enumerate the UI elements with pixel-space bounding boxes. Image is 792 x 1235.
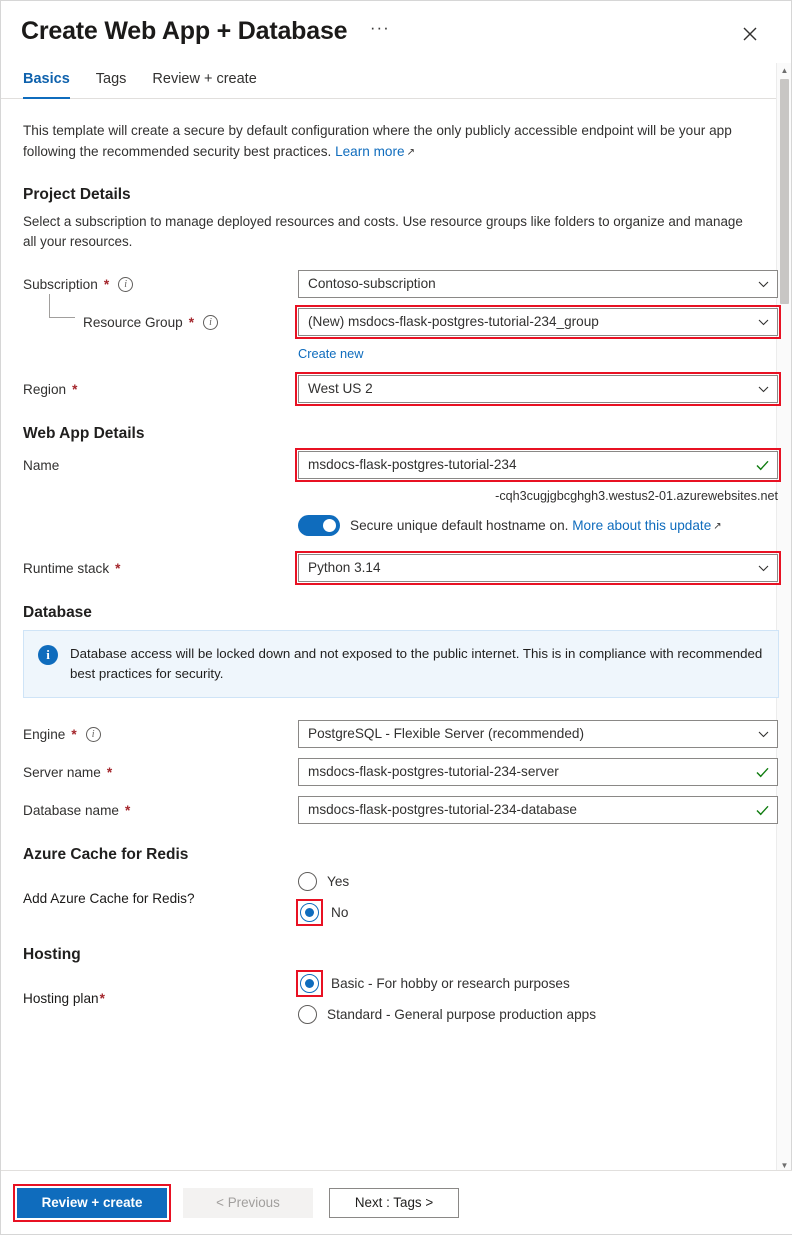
required-asterisk: * [124, 802, 131, 818]
app-name-label-text: Name [23, 457, 60, 473]
server-name-row [23, 758, 757, 786]
tab-review-create[interactable]: Review + create [152, 71, 257, 87]
app-name-row [23, 451, 757, 479]
redis-option-yes-label: Yes [327, 874, 350, 889]
subscription-label [23, 277, 298, 292]
dialog-footer [1, 1170, 792, 1234]
redis-label: Add Azure Cache for Redis? [23, 890, 195, 906]
database-name-field [298, 796, 778, 824]
resource-group-field [298, 308, 778, 336]
engine-row [23, 720, 757, 748]
hosting-option-basic[interactable] [298, 972, 596, 995]
secure-hostname-toggle[interactable] [298, 515, 340, 536]
resource-group-select[interactable]: (New) msdocs-flask-postgres-tutorial-234_group [298, 308, 778, 336]
runtime-stack-row [23, 554, 757, 582]
secure-hostname-label: Secure unique default hostname on. [350, 518, 569, 533]
app-name-input[interactable]: msdocs-flask-postgres-tutorial-234 [298, 451, 778, 479]
runtime-stack-label-text: Runtime stack [23, 560, 110, 576]
more-about-update-link[interactable]: More about this update [572, 518, 712, 533]
review-create-button[interactable]: Review + create [17, 1188, 167, 1218]
form-scroll-area [1, 100, 792, 1173]
runtime-stack-select[interactable]: Python 3.14 [298, 554, 778, 582]
more-options-button[interactable]: ··· [369, 17, 390, 37]
toggle-knob [323, 519, 336, 532]
region-field [298, 375, 778, 403]
external-link-icon: ↗ [406, 147, 415, 158]
required-asterisk: * [99, 990, 105, 1006]
engine-label [23, 727, 298, 742]
info-icon: i [38, 645, 58, 665]
close-icon[interactable] [735, 19, 765, 49]
project-details-description: Select a subscription to manage deployed resources and costs. Use resource groups like folders to organize and manage all your resources. [23, 214, 743, 249]
external-link-icon: ↗ [713, 521, 722, 532]
resource-group-label-text: Resource Group [83, 314, 183, 330]
database-name-label-text: Database name [23, 802, 119, 818]
hosting-option-basic-label: Basic - For hobby or research purposes [331, 976, 570, 991]
tab-bar [1, 59, 791, 99]
resource-group-row [23, 308, 757, 336]
database-name-input[interactable]: msdocs-flask-postgres-tutorial-234-database [298, 796, 778, 824]
hosting-plan-label-text: Hosting plan [23, 990, 99, 1006]
hostname-suffix: -cqh3cugjgbcghgh3.westus2-01.azurewebsites.net [495, 489, 778, 503]
page-title: Create Web App + Database [21, 17, 348, 45]
learn-more-link[interactable]: Learn more [335, 144, 405, 159]
next-tags-button[interactable]: Next : Tags > [329, 1188, 459, 1218]
engine-info-icon[interactable]: i [86, 727, 101, 742]
database-heading: Database [23, 604, 92, 621]
required-asterisk: * [115, 560, 121, 576]
create-new-link[interactable]: Create new [298, 346, 364, 361]
required-asterisk: * [103, 276, 110, 292]
project-details-heading: Project Details [23, 186, 131, 203]
create-new-resource-group [298, 346, 757, 361]
hosting-heading: Hosting [23, 946, 81, 963]
redis-options [298, 872, 349, 924]
app-name-field [298, 451, 778, 479]
required-asterisk: * [188, 314, 195, 330]
region-row [23, 375, 757, 403]
database-name-row [23, 796, 757, 824]
tab-tags[interactable]: Tags [95, 71, 127, 87]
subscription-row [23, 270, 757, 298]
subscription-field [298, 270, 778, 298]
engine-select[interactable]: PostgreSQL - Flexible Server (recommended) [298, 720, 778, 748]
redis-option-yes[interactable] [298, 872, 349, 891]
subscription-select[interactable]: Contoso-subscription [298, 270, 778, 298]
runtime-stack-label [23, 561, 298, 576]
hosting-option-standard[interactable] [298, 1005, 596, 1024]
selected-radio-highlight [298, 972, 321, 995]
radio-icon[interactable] [300, 974, 319, 993]
subscription-label-text: Subscription [23, 276, 98, 292]
redis-heading: Azure Cache for Redis [23, 846, 189, 863]
selected-radio-highlight [298, 901, 321, 924]
previous-button: < Previous [183, 1188, 313, 1218]
radio-icon[interactable] [300, 903, 319, 922]
dialog-header [1, 1, 791, 59]
scroll-up-icon[interactable]: ▲ [780, 66, 789, 75]
tab-basics[interactable]: Basics [23, 71, 70, 98]
engine-field [298, 720, 778, 748]
database-name-label [23, 803, 298, 818]
secure-hostname-text [350, 518, 722, 533]
radio-icon[interactable] [298, 872, 317, 891]
region-label [23, 382, 298, 397]
runtime-stack-field [298, 554, 778, 582]
scroll-down-icon[interactable]: ▼ [780, 1161, 789, 1170]
database-info-banner [23, 630, 779, 698]
hosting-options [298, 972, 596, 1024]
hosting-row [23, 972, 757, 1024]
app-name-label [23, 458, 298, 473]
template-intro-text: This template will create a secure by default configuration where the only publicly accessible endpoint will be your app following the recommended security best practices. [23, 123, 732, 159]
required-asterisk: * [72, 381, 78, 397]
web-app-details-heading: Web App Details [23, 425, 145, 442]
radio-icon[interactable] [298, 1005, 317, 1024]
hosting-plan-label [23, 991, 298, 1006]
server-name-label-text: Server name [23, 764, 101, 780]
engine-label-text: Engine [23, 726, 66, 742]
database-banner-text: Database access will be locked down and not exposed to the public internet. This is in compliance with recommended best practices for security. [70, 646, 763, 681]
hosting-option-standard-label: Standard - General purpose production apps [327, 1007, 597, 1022]
subscription-info-icon[interactable]: i [118, 277, 133, 292]
required-asterisk: * [71, 726, 77, 742]
resource-group-info-icon[interactable]: i [203, 315, 218, 330]
tree-elbow [49, 294, 75, 318]
secure-hostname-toggle-row [298, 515, 757, 536]
region-select[interactable]: West US 2 [298, 375, 778, 403]
server-name-label [23, 765, 298, 780]
template-intro [23, 120, 757, 164]
redis-row [23, 872, 757, 924]
required-asterisk: * [106, 764, 113, 780]
server-name-input[interactable]: msdocs-flask-postgres-tutorial-234-server [298, 758, 778, 786]
region-label-text: Region [23, 381, 67, 397]
server-name-field [298, 758, 778, 786]
redis-option-no[interactable] [298, 901, 349, 924]
redis-option-no-label: No [331, 905, 349, 920]
